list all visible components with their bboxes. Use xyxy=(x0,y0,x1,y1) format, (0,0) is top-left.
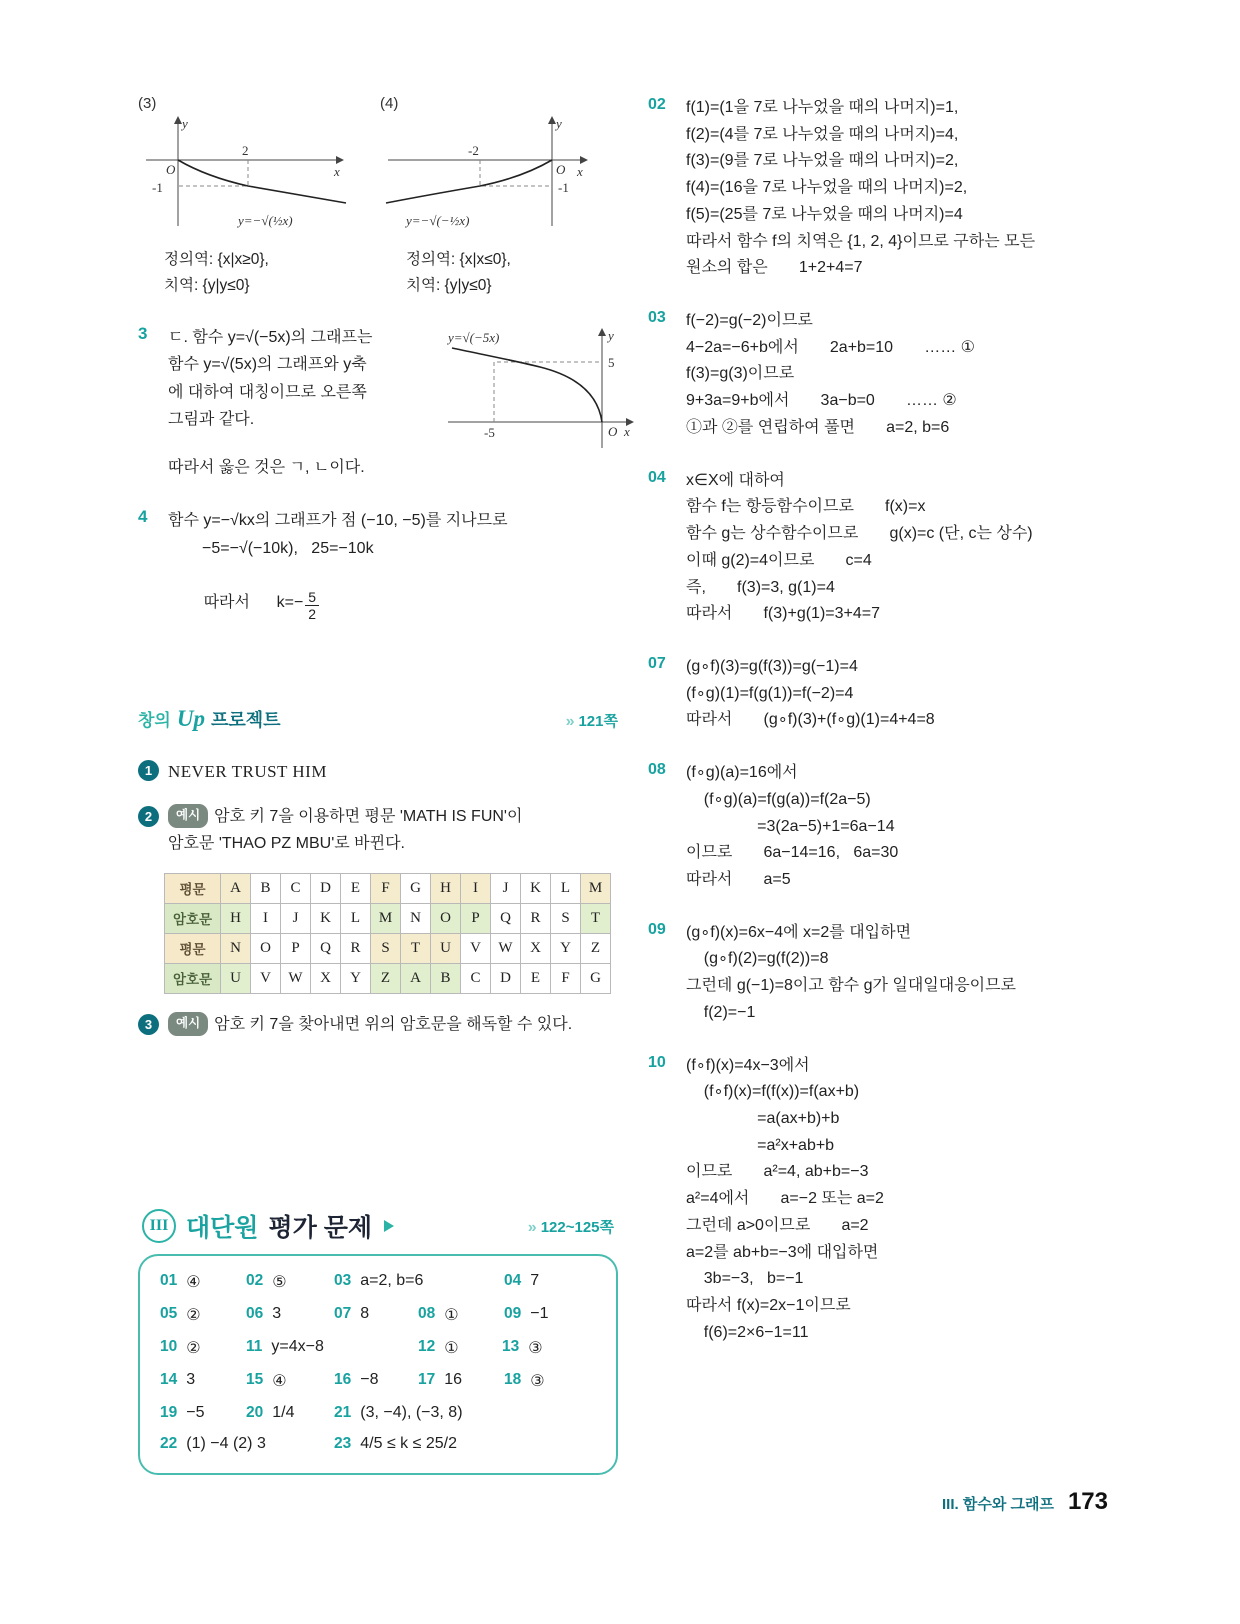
page-footer xyxy=(942,1488,1108,1516)
unit-answer-section xyxy=(138,1208,618,1475)
curve-label: y=−√(½x) xyxy=(238,213,293,228)
answer-item xyxy=(334,1404,463,1422)
answer-item xyxy=(504,1371,545,1391)
answer-value: ① xyxy=(444,1340,459,1358)
footer-section-title: III. 함수와 그래프 xyxy=(942,1496,1054,1513)
solutions xyxy=(648,95,1153,1346)
solution-number: 08 xyxy=(648,761,666,779)
solution-line: 4−2a=−6+b에서 2a+b=10 …… ① xyxy=(686,338,975,356)
cipher-row xyxy=(165,873,611,903)
cipher-letter: F xyxy=(371,873,401,903)
text-line: 암호 키 7을 찾아내면 위의 암호문을 해독할 수 있다. xyxy=(214,1015,573,1033)
solution-body xyxy=(686,1053,1153,1347)
numbered-bullet: 3 xyxy=(138,1014,159,1035)
problem-3-conclusion: 따라서 옳은 것은 ㄱ, ㄴ이다. xyxy=(168,459,365,477)
solution-body xyxy=(686,95,1153,282)
solution-line: 이므로 a²=4, ab+b=−3 xyxy=(686,1163,869,1181)
cipher-letter: C xyxy=(461,963,491,993)
answer-value: −5 xyxy=(186,1404,205,1422)
cipher-letter: Z xyxy=(581,933,611,963)
answer-number: 17 xyxy=(418,1371,436,1389)
tick-label: -2 xyxy=(468,143,479,158)
cipher-row-header: 평문 xyxy=(165,933,221,963)
cipher-letter: S xyxy=(551,903,581,933)
x-axis-label: x xyxy=(334,164,340,179)
y-axis-label: y xyxy=(608,328,614,344)
answer-value: ④ xyxy=(272,1373,287,1391)
solution-number: 04 xyxy=(648,468,666,486)
answer-number: 03 xyxy=(334,1272,352,1290)
cipher-letter: E xyxy=(341,873,371,903)
cipher-letter: F xyxy=(551,963,581,993)
figure-4-tag: (4) xyxy=(380,95,399,112)
answer-value: ③ xyxy=(530,1373,545,1391)
cipher-letter: T xyxy=(581,903,611,933)
solution-line: (f∘f)(x)=4x−3에서 xyxy=(686,1056,810,1074)
solution-line: f(6)=2×6−1=11 xyxy=(686,1323,809,1341)
solution-number: 02 xyxy=(648,96,666,113)
solution-line: f(2)=(4를 7로 나누었을 때의 나머지)=4, xyxy=(686,125,959,143)
cipher-row xyxy=(165,933,611,963)
figure-4-domain-range xyxy=(406,247,608,298)
problem-number: 3 xyxy=(138,324,148,344)
cipher-row xyxy=(165,963,611,993)
problem-4 xyxy=(138,507,618,649)
text-fragment: 따라서 xyxy=(203,593,250,611)
text-line: 에 대하여 대칭이므로 오른쪽 xyxy=(168,383,367,401)
answer-number: 20 xyxy=(246,1404,264,1422)
text-line: 암호문 'THAO PZ MBU'로 바뀐다. xyxy=(168,834,405,852)
solution-item xyxy=(648,308,1153,442)
solution-item xyxy=(648,920,1153,1027)
figure-3 xyxy=(138,95,366,298)
answer-value: 8 xyxy=(360,1305,370,1323)
cipher-letter: N xyxy=(221,933,251,963)
solution-line: ①과 ②를 연립하여 풀면 a=2, b=6 xyxy=(686,418,950,436)
cipher-letter: N xyxy=(401,903,431,933)
cipher-letter: O xyxy=(251,933,281,963)
answer-item xyxy=(418,1338,502,1358)
solution-line: (f∘g)(1)=f(g(1))=f(−2)=4 xyxy=(686,684,854,702)
unit-answer-header xyxy=(138,1208,618,1244)
answer-number: 23 xyxy=(334,1435,352,1453)
x-axis-label: x xyxy=(577,164,583,179)
tick-label: 5 xyxy=(608,355,615,371)
chevron-icon: » xyxy=(565,712,575,730)
answer-value: a=2, b=6 xyxy=(360,1272,424,1290)
cipher-letter: J xyxy=(491,873,521,903)
cipher-letter: H xyxy=(221,903,251,933)
answer-item xyxy=(504,1305,549,1323)
fraction: $\frac{5}{2}$ xyxy=(305,589,319,622)
origin-label: O xyxy=(608,424,618,440)
solution-item xyxy=(648,1053,1153,1347)
answer-title-rest: 평가 문제 xyxy=(268,1214,372,1243)
footer-page-number: 173 xyxy=(1067,1488,1108,1515)
answer-number: 13 xyxy=(502,1338,520,1356)
answer-value: ② xyxy=(186,1340,201,1358)
solution-line: 함수 g는 상수함수이므로 g(x)=c (단, c는 상수) xyxy=(686,525,1033,543)
answer-item xyxy=(334,1371,418,1389)
cipher-letter: V xyxy=(461,933,491,963)
text-line xyxy=(168,562,618,650)
cipher-table xyxy=(164,873,611,994)
example-badge: 예시 xyxy=(168,1012,208,1036)
right-column xyxy=(648,95,1153,1372)
up-logo: Up xyxy=(176,705,205,731)
answer-item xyxy=(334,1272,504,1290)
cipher-letter: E xyxy=(521,963,551,993)
solution-line: 3b=−3, b=−1 xyxy=(686,1270,804,1288)
solution-line: a=2를 ab+b=−3에 대입하면 xyxy=(686,1243,879,1261)
solution-line: 이므로 6a−14=16, 6a=30 xyxy=(686,844,899,862)
solution-line: 즉, f(3)=3, g(1)=4 xyxy=(686,578,835,596)
solution-line: a²=4에서 a=−2 또는 a=2 xyxy=(686,1190,884,1208)
solution-line: (g∘f)(2)=g(f(2))=8 xyxy=(686,950,829,968)
solution-body xyxy=(686,760,1153,894)
answer-item xyxy=(334,1305,418,1323)
text-line: 함수 y=−√kx의 그래프가 점 (−10, −5)를 지나므로 xyxy=(168,512,508,530)
tick-label: 2 xyxy=(242,143,249,158)
solution-number: 10 xyxy=(648,1053,666,1071)
answer-rows xyxy=(160,1272,598,1453)
answer-item xyxy=(504,1272,539,1290)
y-axis-label: y xyxy=(182,116,188,131)
answer-item xyxy=(334,1435,457,1453)
cipher-letter: P xyxy=(461,903,491,933)
solution-line: (f∘g)(a)=16에서 xyxy=(686,764,798,782)
answer-item xyxy=(502,1338,543,1358)
answer-item xyxy=(160,1371,246,1389)
solution-line: f(5)=(25를 7로 나누었을 때의 나머지)=4 xyxy=(686,205,963,223)
problem-3-graph xyxy=(444,324,640,454)
answer-value: 16 xyxy=(444,1371,463,1389)
domain-text: 정의역: {x|x≤0}, xyxy=(406,251,511,268)
tick-label: -1 xyxy=(152,180,163,195)
cipher-letter: A xyxy=(401,963,431,993)
cipher-row-header: 평문 xyxy=(165,873,221,903)
solution-body xyxy=(686,654,1153,734)
left-column xyxy=(138,95,630,1475)
answer-item xyxy=(246,1338,418,1356)
cipher-letter: L xyxy=(551,873,581,903)
answer-number: 12 xyxy=(418,1338,436,1356)
cipher-letter: Q xyxy=(311,933,341,963)
chevron-icon: » xyxy=(527,1218,537,1236)
problem-3 xyxy=(138,324,630,481)
answer-value: 3 xyxy=(272,1305,282,1323)
page-reference xyxy=(566,710,618,731)
cipher-letter: V xyxy=(251,963,281,993)
cipher-letter: Q xyxy=(491,903,521,933)
answer-number: 11 xyxy=(246,1338,263,1356)
equation-fragment: k=− xyxy=(276,593,304,611)
cipher-letter: M xyxy=(581,873,611,903)
example-badge: 예시 xyxy=(168,804,208,828)
answer-value: ③ xyxy=(528,1340,543,1358)
text-line: −5=−√(−10k), 25=−10k xyxy=(202,539,374,557)
page-reference-text: 121쪽 xyxy=(578,712,618,730)
cipher-row xyxy=(165,903,611,933)
cipher-letter: R xyxy=(521,903,551,933)
cipher-letter: K xyxy=(521,873,551,903)
answer-item xyxy=(160,1435,334,1453)
answer-item xyxy=(160,1305,246,1325)
answer-value: ④ xyxy=(186,1274,201,1292)
cipher-letter: S xyxy=(371,933,401,963)
answer-number: 09 xyxy=(504,1305,522,1323)
answer-row xyxy=(160,1272,598,1292)
answer-row xyxy=(160,1435,598,1453)
answer-number: 22 xyxy=(160,1435,178,1453)
cipher-letter: W xyxy=(491,933,521,963)
cipher-letter: D xyxy=(491,963,521,993)
answer-value: ⑤ xyxy=(272,1274,287,1292)
answer-number: 21 xyxy=(334,1404,352,1422)
cipher-letter: G xyxy=(401,873,431,903)
tick-label: -1 xyxy=(558,180,569,195)
unit-roman-badge: III xyxy=(142,1209,176,1243)
text-line: 함수 y=√(5x)의 그래프와 y축 xyxy=(168,356,367,374)
figure-3-tag: (3) xyxy=(138,95,157,112)
solution-item xyxy=(648,468,1153,628)
answer-value: (1) −4 (2) 3 xyxy=(186,1435,266,1453)
text-line: ㄷ. 함수 y=√(−5x)의 그래프는 xyxy=(168,329,373,347)
solution-line: 따라서 f(3)+g(1)=3+4=7 xyxy=(686,605,881,623)
solution-line: f(1)=(1을 7로 나누었을 때의 나머지)=1, xyxy=(686,99,959,116)
solution-line: f(2)=−1 xyxy=(686,1003,756,1021)
cipher-letter: I xyxy=(251,903,281,933)
solution-number: 09 xyxy=(648,920,666,938)
page-reference-text: 122~125쪽 xyxy=(540,1218,614,1236)
cipher-letter: D xyxy=(311,873,341,903)
cipher-letter: Z xyxy=(371,963,401,993)
answer-item xyxy=(246,1305,334,1323)
up-project-title: 프로젝트 xyxy=(210,709,281,730)
solution-line: =a(ax+b)+b xyxy=(686,1110,840,1127)
answer-number: 04 xyxy=(504,1272,522,1290)
text-line: 그림과 같다. xyxy=(168,410,255,428)
solution-line: f(4)=(16을 7로 나누었을 때의 나머지)=2, xyxy=(686,179,968,197)
answer-number: 01 xyxy=(160,1272,178,1290)
origin-label: O xyxy=(166,162,176,177)
y-axis-label: y xyxy=(556,116,562,131)
answer-number: 07 xyxy=(334,1305,352,1323)
answer-item xyxy=(160,1272,246,1292)
answer-value: −8 xyxy=(360,1371,379,1389)
cipher-letter: T xyxy=(401,933,431,963)
answer-number: 16 xyxy=(334,1371,352,1389)
text-line: 암호 키 7을 이용하면 평문 'MATH IS FUN'이 xyxy=(214,808,523,826)
cipher-letter: B xyxy=(431,963,461,993)
top-figures xyxy=(138,95,618,298)
figure-4 xyxy=(380,95,608,298)
solution-body xyxy=(686,308,1153,442)
answer-row xyxy=(160,1305,598,1325)
answer-number: 08 xyxy=(418,1305,436,1323)
solution-number: 07 xyxy=(648,654,666,672)
answer-number: 14 xyxy=(160,1371,178,1389)
cipher-letter: B xyxy=(251,873,281,903)
answer-item xyxy=(246,1272,334,1292)
domain-text: 정의역: {x|x≥0}, xyxy=(164,251,269,268)
problem-3-text xyxy=(168,324,444,454)
solution-line: f(−2)=g(−2)이므로 xyxy=(686,312,813,330)
answer-row xyxy=(160,1404,598,1422)
solution-line: 따라서 함수 f의 치역은 {1, 2, 4}이므로 구하는 모든 xyxy=(686,232,1036,250)
curve-label: y=√(−5x) xyxy=(448,330,500,346)
figure-3-domain-range xyxy=(164,247,366,298)
solution-line: 그런데 g(−1)=8이고 함수 g가 일대일대응이므로 xyxy=(686,977,1017,995)
curve-label: y=−√(−½x) xyxy=(406,213,470,228)
up-project-header xyxy=(138,706,618,732)
cipher-letter: U xyxy=(221,963,251,993)
cipher-letter: U xyxy=(431,933,461,963)
project-item-3 xyxy=(138,1012,618,1038)
solution-item xyxy=(648,95,1153,282)
answer-number: 10 xyxy=(160,1338,178,1356)
page-reference xyxy=(528,1216,614,1237)
cipher-letter: G xyxy=(581,963,611,993)
answer-number: 19 xyxy=(160,1404,178,1422)
answer-value: y=4x−8 xyxy=(271,1338,324,1356)
up-project-changui: 창의 xyxy=(138,710,171,730)
cipher-letter: W xyxy=(281,963,311,993)
cipher-letter: A xyxy=(221,873,251,903)
answer-value: 7 xyxy=(530,1272,540,1290)
cipher-row-header: 암호문 xyxy=(165,963,221,993)
answer-number: 06 xyxy=(246,1305,264,1323)
problem-number: 4 xyxy=(138,507,148,527)
solution-item xyxy=(648,760,1153,894)
numbered-bullet: 2 xyxy=(138,806,159,827)
solution-number: 03 xyxy=(648,309,666,327)
cipher-letter: P xyxy=(281,933,311,963)
answer-item xyxy=(418,1305,504,1325)
accent-triangle-icon xyxy=(384,1220,394,1232)
range-text: 치역: {y|y≤0} xyxy=(406,276,492,294)
solution-line: 함수 f는 항등함수이므로 f(x)=x xyxy=(686,498,926,516)
cipher-row-header: 암호문 xyxy=(165,903,221,933)
answer-item xyxy=(160,1404,246,1422)
solution-line: 이때 g(2)=4이므로 c=4 xyxy=(686,551,872,569)
solution-line: f(3)=g(3)이므로 xyxy=(686,365,795,383)
origin-label: O xyxy=(556,162,566,177)
solution-line: =3(2a−5)+1=6a−14 xyxy=(686,817,895,835)
cipher-letter: X xyxy=(521,933,551,963)
cipher-letter: X xyxy=(311,963,341,993)
solution-line: x∈X에 대하여 xyxy=(686,471,785,489)
answer-value: −1 xyxy=(530,1305,549,1323)
answer-item xyxy=(246,1371,334,1391)
answer-number: 18 xyxy=(504,1371,522,1389)
cipher-letter: L xyxy=(341,903,371,933)
answer-value: (3, −4), (−3, 8) xyxy=(360,1404,463,1422)
range-text: 치역: {y|y≤0} xyxy=(164,276,250,294)
x-axis-label: x xyxy=(624,424,630,440)
cipher-letter: Y xyxy=(551,933,581,963)
solution-line: f(3)=(9를 7로 나누었을 때의 나머지)=2, xyxy=(686,152,959,170)
answer-number: 05 xyxy=(160,1305,178,1323)
answer-row xyxy=(160,1371,598,1391)
answer-box xyxy=(138,1254,618,1475)
answer-title-unit: 대단원 xyxy=(186,1214,259,1243)
solution-item xyxy=(648,654,1153,734)
cipher-letter: Y xyxy=(341,963,371,993)
answer-row xyxy=(160,1338,598,1358)
solution-line: 따라서 f(x)=2x−1이므로 xyxy=(686,1297,851,1315)
cipher-letter: R xyxy=(341,933,371,963)
numbered-bullet: 1 xyxy=(138,760,159,781)
solution-line: 따라서 a=5 xyxy=(686,870,791,888)
solution-line: 따라서 (g∘f)(3)+(f∘g)(1)=4+4=8 xyxy=(686,711,935,729)
solution-line: 9+3a=9+b에서 3a−b=0 …… ② xyxy=(686,392,957,410)
cipher-letter: H xyxy=(431,873,461,903)
figure-4-graph xyxy=(380,114,596,232)
cipher-letter: O xyxy=(431,903,461,933)
solution-line: (f∘g)(a)=f(g(a))=f(2a−5) xyxy=(686,790,871,808)
cipher-letter: K xyxy=(311,903,341,933)
answer-text: NEVER TRUST HIM xyxy=(168,761,327,781)
solution-line: (g∘f)(x)=6x−4에 x=2를 대입하면 xyxy=(686,923,912,941)
solution-line: 원소의 합은 1+2+4=7 xyxy=(686,259,863,277)
project-item-1 xyxy=(138,758,618,786)
solution-line: (g∘f)(3)=g(f(3))=g(−1)=4 xyxy=(686,657,858,675)
solution-body xyxy=(686,468,1153,628)
solution-line: 그런데 a>0이므로 a=2 xyxy=(686,1216,869,1234)
answer-value: 4/5 ≤ k ≤ 25/2 xyxy=(360,1435,457,1453)
cipher-letter: J xyxy=(281,903,311,933)
answer-number: 15 xyxy=(246,1371,264,1389)
answer-value: ① xyxy=(444,1307,459,1325)
project-item-2 xyxy=(138,804,618,857)
tick-label: -5 xyxy=(484,425,495,441)
solution-line: =a²x+ab+b xyxy=(686,1136,835,1154)
answer-value: 3 xyxy=(186,1371,196,1389)
answer-value: ② xyxy=(186,1307,201,1325)
answer-item xyxy=(246,1404,334,1422)
cipher-letter: C xyxy=(281,873,311,903)
answer-number: 02 xyxy=(246,1272,264,1290)
cipher-letter: I xyxy=(461,873,491,903)
solution-body xyxy=(686,920,1153,1027)
figure-3-graph xyxy=(138,114,354,232)
cipher-letter: M xyxy=(371,903,401,933)
answer-item xyxy=(418,1371,504,1389)
solution-line: (f∘f)(x)=f(f(x))=f(ax+b) xyxy=(686,1083,860,1101)
answer-value: 1/4 xyxy=(272,1404,295,1422)
answer-item xyxy=(160,1338,246,1358)
